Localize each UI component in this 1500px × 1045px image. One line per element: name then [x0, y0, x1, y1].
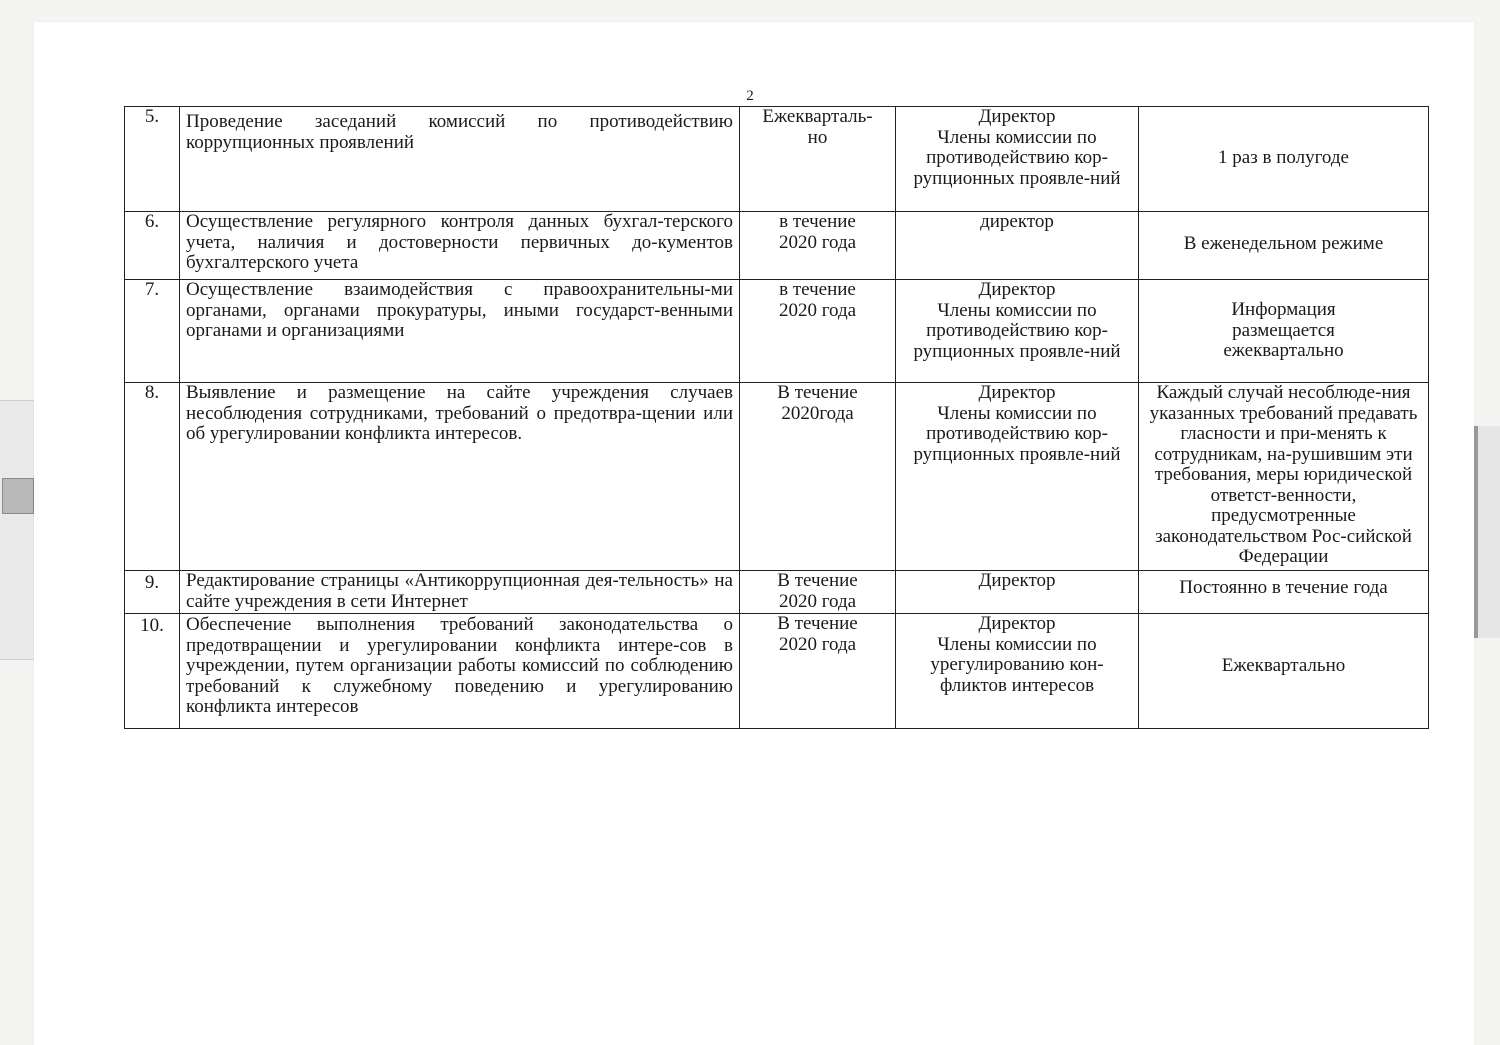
measure-term: в течение 2020 года	[740, 212, 896, 280]
table-row	[125, 107, 1429, 212]
row-number: 6.	[125, 212, 180, 280]
measure-text: Проведение заседаний комиссий по противодействию коррупционных проявлений	[180, 107, 740, 212]
measure-responsible: Директор Члены комиссии по противодействию кор-рупционных проявле-ний	[896, 280, 1139, 383]
measure-term: Ежекварталь- но	[740, 107, 896, 212]
measure-note: 1 раз в полугоде	[1139, 107, 1429, 212]
measure-term: В течение 2020 года	[740, 614, 896, 729]
measure-responsible: Директор Члены комиссии по противодействию кор-рупционных проявле-ний	[896, 383, 1139, 571]
table-row	[125, 383, 1429, 571]
measure-responsible: Директор Члены комиссии по противодействию кор-рупционных проявле-ний	[896, 107, 1139, 212]
scan-edge-right	[1474, 426, 1500, 638]
scan-edge-left	[0, 400, 34, 660]
measure-note: Информация размещается ежеквартально	[1139, 280, 1429, 383]
row-number: 10.	[125, 614, 180, 729]
measure-text: Осуществление взаимодействия с правоохранительны-ми органами, органами прокуратуры, иными государст-венными органами и организациями	[180, 280, 740, 383]
measures-table	[124, 106, 1429, 729]
measure-responsible: Директор Члены комиссии по урегулированию кон-фликтов интересов	[896, 614, 1139, 729]
row-number: 9.	[125, 571, 180, 614]
measure-note: Постоянно в течение года	[1139, 571, 1429, 614]
measure-term: В течение 2020 года	[740, 571, 896, 614]
row-number: 5.	[125, 107, 180, 212]
measure-text: Обеспечение выполнения требований законодательства о предотвращении и урегулировании конфликта интере-сов в учреждении, путем организации работы комиссий по соблюдению требований к служебному поведению и урегулированию конфликта интересов	[180, 614, 740, 729]
table-row	[125, 212, 1429, 280]
measure-responsible: директор	[896, 212, 1139, 280]
measure-note: Ежеквартально	[1139, 614, 1429, 729]
measure-text: Выявление и размещение на сайте учреждения случаев несоблюдения сотрудниками, требований о предотвра-щении или об урегулировании конфликта интересов.	[180, 383, 740, 571]
measure-note: Каждый случай несоблюде-ния указанных требований предавать гласности и при-менять к сотрудникам, на-рушившим эти требования, меры юридической ответст-венности, предусмотренные законодательством Рос-сийской Федерации	[1139, 383, 1429, 571]
measure-text: Осуществление регулярного контроля данных бухгал-терского учета, наличия и достоверности первичных до-кументов бухгалтерского учета	[180, 212, 740, 280]
measure-term: в течение 2020 года	[740, 280, 896, 383]
measure-responsible: Директор	[896, 571, 1139, 614]
row-number: 7.	[125, 280, 180, 383]
page-number: 2	[746, 88, 754, 104]
measure-term: В течение 2020года	[740, 383, 896, 571]
table-row	[125, 571, 1429, 614]
measure-text: Редактирование страницы «Антикоррупционная дея-тельность» на сайте учреждения в сети Интернет	[180, 571, 740, 614]
scan-artifact-left	[2, 478, 34, 514]
table-row	[125, 614, 1429, 729]
table-row	[125, 280, 1429, 383]
measure-note: В еженедельном режиме	[1139, 212, 1429, 280]
row-number: 8.	[125, 383, 180, 571]
